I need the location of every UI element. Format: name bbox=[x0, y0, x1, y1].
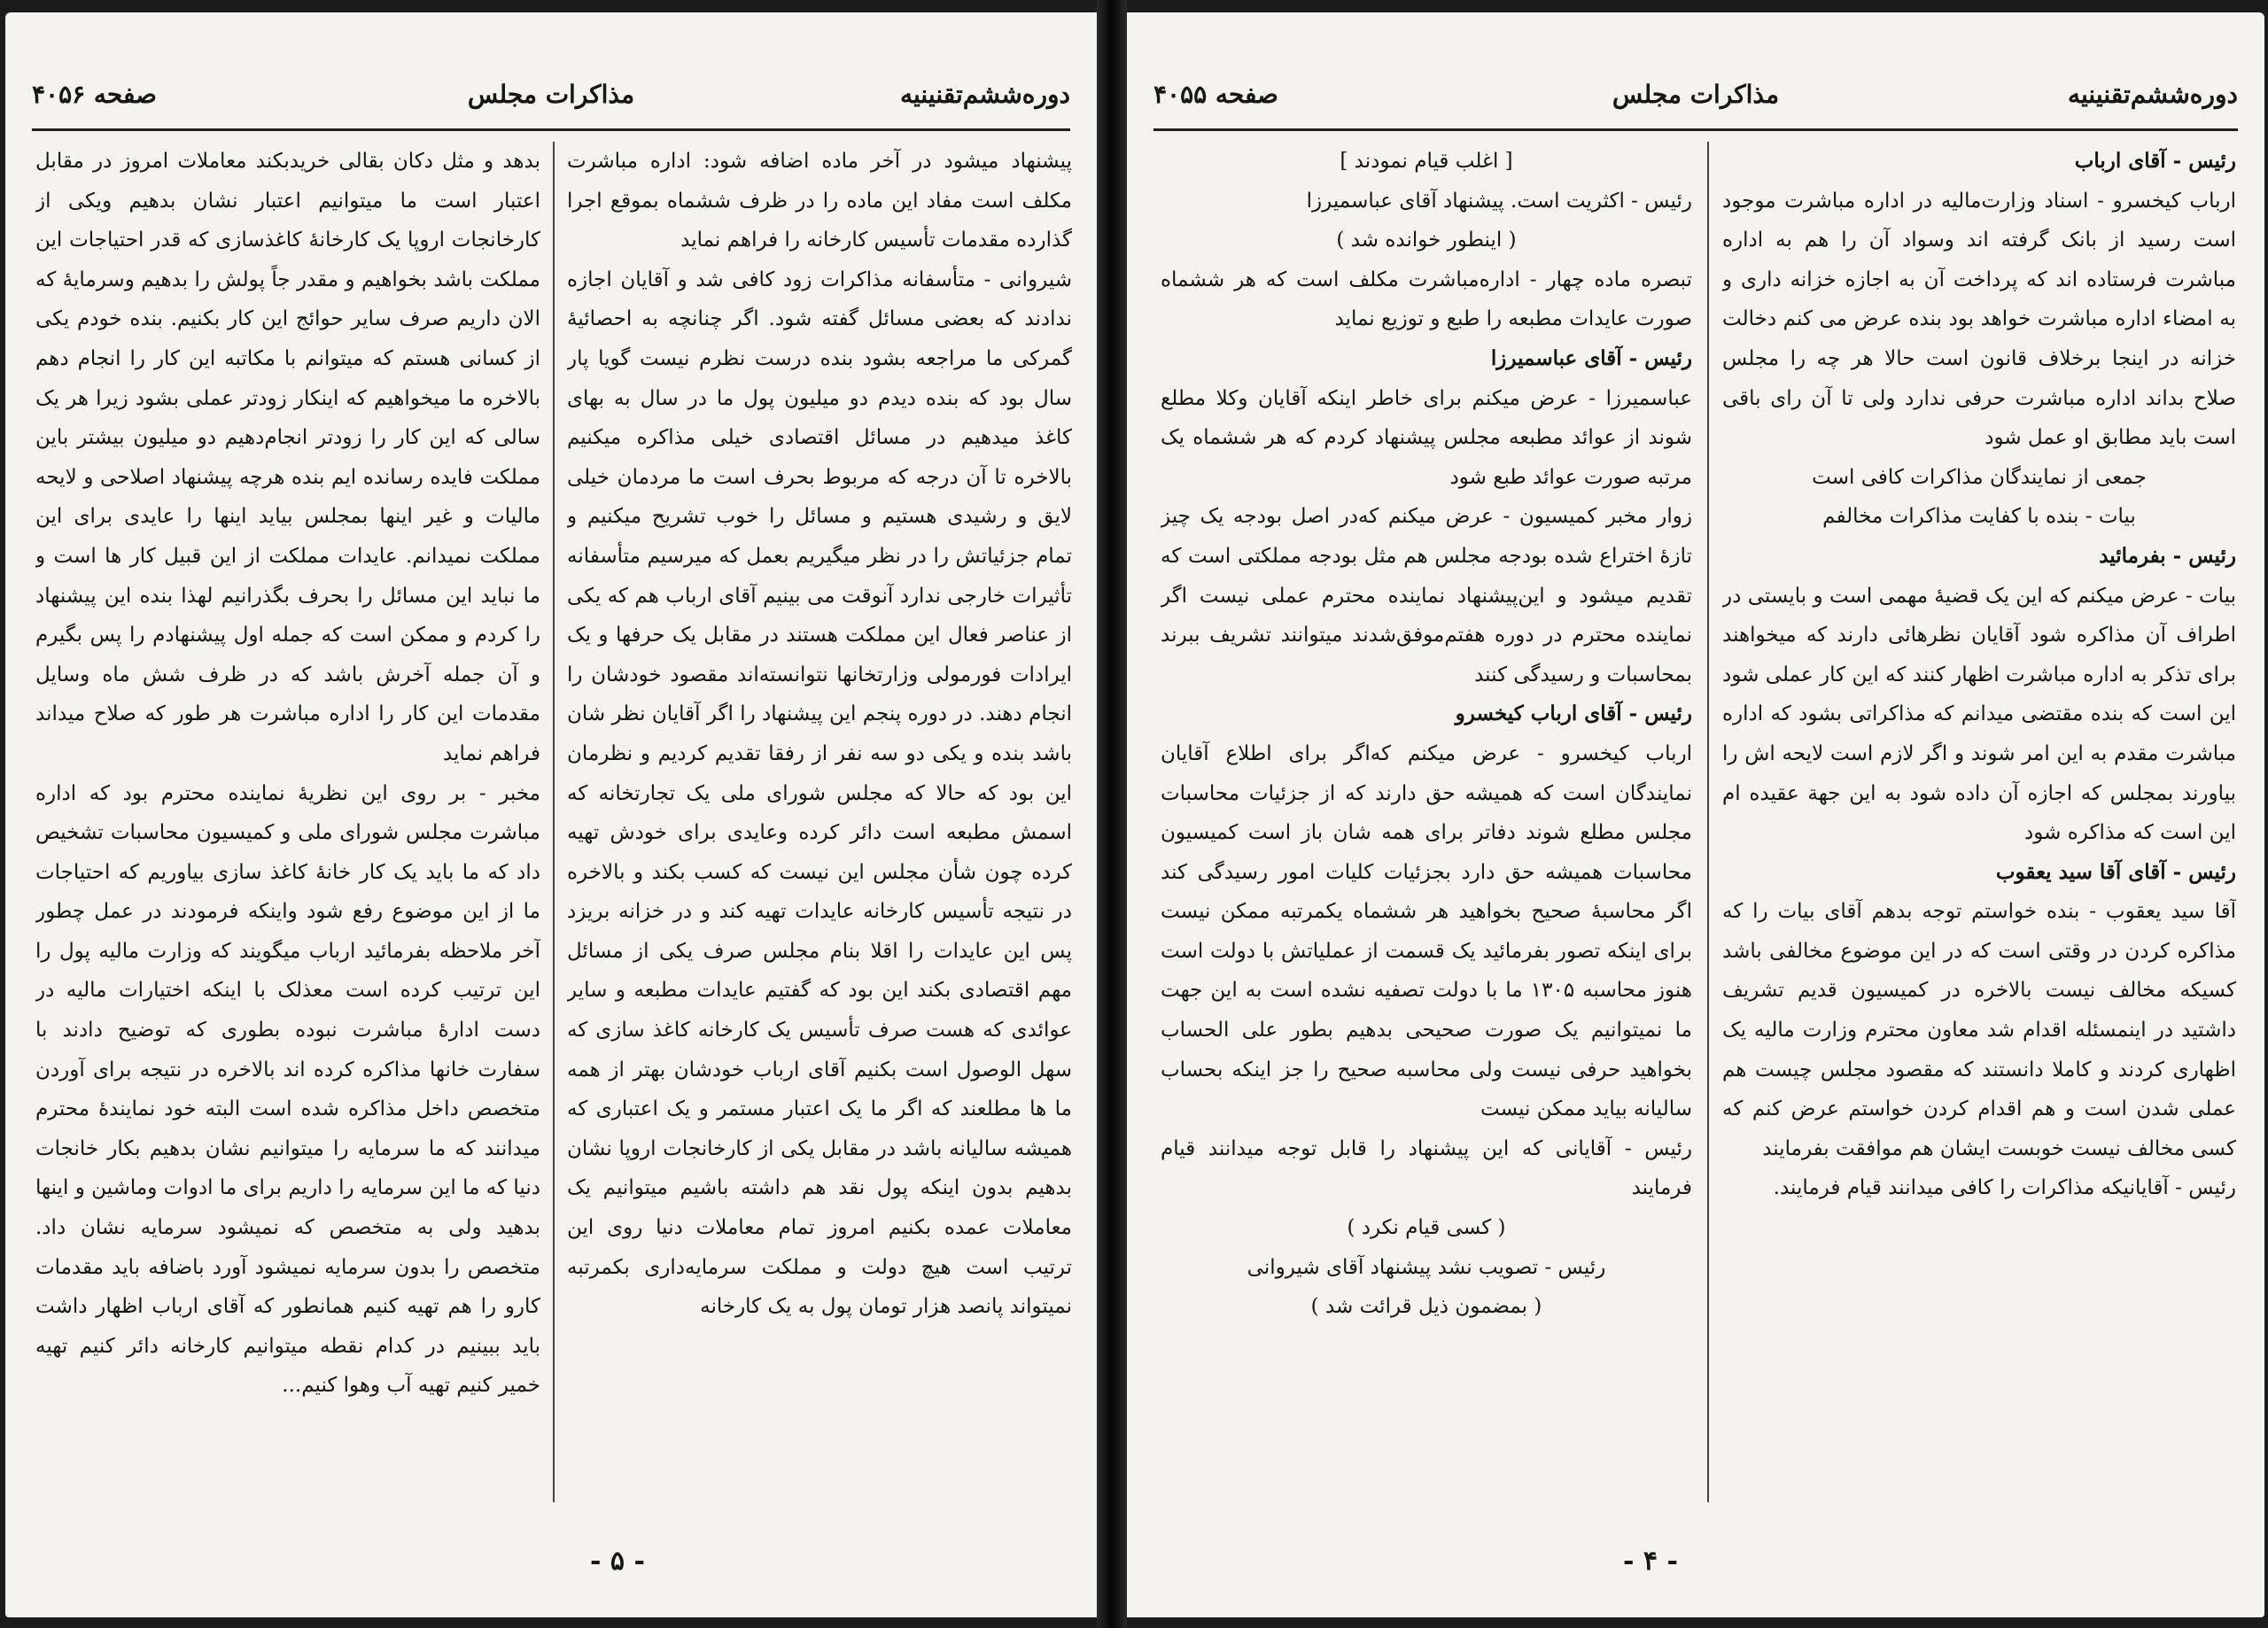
paragraph: بیات - عرض میکنم که این یک قضیهٔ مهمی است و بایستی در اطراف آن مذاکره شود آقایان نظرهائی دارند که میخواهند برای تذکر به اداره مباشرت اظهار کنند که این کار عملی شود این است که بنده مقتضی میدانم که مذاکراتی بشود که اداره مباشرت مقدم به این امر شوند و اگر لازم است لایحه اش را بیاورند بمجلس که اجازه آن داده شود به این جهة عقیده ام این است که مذاکره شود bbox=[1722, 584, 2236, 845]
paragraph: ارباب کیخسرو - عرض میکنم که‌اگر برای اطلاع آقایان نمایندگان است که همیشه حق دارند که از جزئیات محاسبات مجلس مطلع شوند دفاتر برای همه شان باز است کمیسیون محاسبات همیشه حق دارد بجزئیات کلیات امور رسیدگی کند اگر محاسبهٔ صحیح بخواهید هر ششماه یکمرتبه ممکن نیست برای اینکه تصور بفرمائید یک قسمت از عملیاتش با دولت است هنوز محاسبه ۱۳۰۵ ما با دولت تصفیه نشده است به این جهت ما نمیتوانیم یک صورت صحیحی بدهیم بطور علی الحساب بخواهید حرفی نیست ولی محاسبه صحیح را جز اینکه بحساب سالیانه بیاید ممکن نیست bbox=[1161, 741, 1692, 1121]
paragraph: ( اینطور خوانده شد ) bbox=[1336, 229, 1517, 252]
paragraph: زوار مخبر کمیسیون - عرض میکنم که‌در اصل بودجه یک چیز تازهٔ اختراع شده بودجه مجلس هم مثل بودجه مملکتی است که تقدیم میشود و این‌پیشنهاد نماینده محترم عملی نیست اگر نماینده محترم در دوره هفتم‌موفق‌شدند میتوانند تشریف ببرند بمحاسبات و رسیدگی کنند bbox=[1161, 505, 1692, 686]
paragraph: بیات - بنده با کفایت مذاکرات مخالفم bbox=[1822, 505, 2136, 529]
paragraph: [ اغلب قیام نمودند ] bbox=[1340, 150, 1513, 173]
paragraph: رئیس - آقای عباسمیرزا bbox=[1490, 345, 1692, 370]
paragraph: رئیس - آقایانی که این پیشنهاد را قابل توجه میدانند قیام فرمایند bbox=[1161, 1136, 1692, 1200]
paragraph: شیروانی - متأسفانه مذاکرات زود کافی شد و آقایان اجازه ندادند که بعضی مسائل گفته شود. اگر چنانچه به احصائیهٔ گمرکی ما مراجعه بشود بنده درست نظرم نیست گویا پار سال بود که بنده دیدم دو میلیون پول ما در سال به بهای کاغذ میدهیم در مسائل اقتصادی خیلی مذاکره میکنیم بالاخره تا آن درجه که مربوط بحرف است ما مردمان خیلی لایق و رشیدی هستیم و مسائل را خوب تشریح میکنیم و تمام جزئیاتش را در نظر میگیریم بعمل که میرسیم متأسفانه تأثیرات خارجی ندارد آنوقت می بینیم آقای ارباب هم که یکی از عناصر فعال این مملکت هستند در مقابل یک حرفها و یک ایرادات فورمولی وزارتخانها نتوانسته‌اند مقصود خودشان را انجام دهند. در دوره پنجم این پیشنهاد را اگر آقایان نظر شان باشد بنده و یکی دو سه نفر از رفقا تقدیم کردیم و نظرمان این بود که حالا که مجلس شورای ملی یک تجارتخانه که اسمش مطبعه است دائر کرده وعایدی برای خودش تهیه کرده چون شأن مجلس این نیست که کسب بکند و بالاخره در نتیجه تأسیس کارخانه عایدات تهیه کند و در خزانه بریزد پس این عایدات را اقلا بنام مجلس صرف یکی از مسائل مهم اقتصادی بکند این بود که گفتیم عایدات مطبعه و سایر عوائدی که هست صرف تأسیس یک کارخانه کاغذ سازی که سهل الوصول است بکنیم آقای ارباب خودشان بهتر از همه ما ها مطلعند که اگر ما یک اعتبار مستمر و یک اعتباری که همیشه سالیانه باشد در مقابل یکی از کارخانجات اروپا نشان بدهیم بدون اینکه پول نقد هم داشته باشیم میتوانیم یک معاملات عمده بکنیم امروز تمام معاملات دنیا روی این ترتیب است هیچ دولت و مملکت سرمایه‌داری بکمرتبه نمیتواند پانصد هزار تومان پول به یک کارخانه bbox=[567, 267, 1072, 1319]
header-rule bbox=[32, 128, 1070, 131]
column-divider bbox=[1707, 142, 1709, 1502]
paragraph: مخبر - بر روی این نظریهٔ نماینده محترم بود که اداره مباشرت مجلس شورای ملی و کمیسیون محاسبات تشخیص داد که ما باید یک کار خانهٔ کاغذ سازی بیاوریم که احتیاجات ما از این موضوع رفع شود واینکه فرمودند در عمل چطور آخر ملاحظه بفرمائید ارباب میگویند که وزارت مالیه پول را این ترتیب کرده است معذلک با اینکه اختیارات مالیه در دست ادارهٔ مباشرت نبوده بطوری که توضیح دادند با سفارت خانها مذاکره کرده اند بالاخره در نتیجه برای آوردن متخصص داخل مذاکره شده است البته خود نمایندهٔ محترم میدانند که ما سرمایه را میتوانیم نشان بدهیم بکار خانجات دنیا که ما این سرمایه را داریم برای ما ادوات وماشین و اینها بدهید ولی به متخصص که نمیشود سرمایه نشان داد. متخصص را بدون سرمایه نمیشود آورد باضافه باید مقدمات کارو را هم تهیه کنیم همانطور که آقای ارباب اظهار داشت باید ببینیم در کدام نقطه میتوانیم کارخانه دائر کنیم تهیه خمیر کنیم تهیه آب وهوا کنیم... bbox=[35, 781, 540, 1398]
left-page bbox=[5, 12, 1097, 1617]
paragraph: ( کسی قیام نکرد ) bbox=[1347, 1216, 1506, 1240]
publication-title: مذاکرات مجلس bbox=[467, 80, 635, 109]
page-number: - ۴ - bbox=[1623, 1546, 1678, 1577]
paragraph: ارباب کیخسرو - اسناد وزارت‌مالیه در اداره مباشرت موجود است رسید از بانک گرفته اند وسواد آن را هم به اداره مباشرت فرستاده اند که پرداخت آن به اجازه خزانه داری و به امضاء اداره مباشرت خواهد بود بنده عرض می کنم دخالت خزانه در اینجا برخلاف قانون است حالا هر چه را مجلس صلاح بداند اداره مباشرت حرفی ندارد ولی تا آن رای باقی است باید مطابق او عمل شود bbox=[1722, 189, 2236, 450]
paragraph: جمعی از نمایندگان مذاکرات کافی است bbox=[1812, 465, 2147, 489]
text-column-first bbox=[1722, 142, 2236, 1511]
paragraph: آقا سید یعقوب - بنده خواستم توجه بدهم آقای بیات را که مذاکره کردن در وقتی است که در این موضوع مخالفی باشد کسیکه مخالف نیست بالاخره در کمیسیون قدیم تشریف داشتید در اینمسئله اقدام شد معاون محترم وزارت مالیه یک اظهاری کردند و کاملا دانستند که مقصود مجلس چیست هم عملی شدن است و هم اقدام کردن خواستم عرض کنم که کسی مخالف نیست خوبست ایشان هم موافقت بفرمایند bbox=[1722, 900, 2236, 1160]
publication-title: مذاکرات مجلس bbox=[1612, 80, 1780, 109]
right-page bbox=[1127, 12, 2264, 1617]
book-spine bbox=[1097, 0, 1127, 1628]
right-page-header bbox=[1153, 73, 2238, 131]
session-label: دوره‌ششم‌تقنینیه bbox=[2067, 80, 2238, 109]
paragraph: رئیس - آقای آقا سید یعقوب bbox=[1995, 859, 2236, 884]
header-rule bbox=[1153, 128, 2238, 131]
paragraph: رئیس - تصویب نشد پیشنهاد آقای شیروانی bbox=[1247, 1255, 1606, 1279]
paragraph: رئیس - بفرمائید bbox=[2099, 543, 2236, 568]
paragraph: رئیس - آقای ارباب کیخسرو bbox=[1455, 702, 1692, 726]
page-label: صفحه ۴۰۵۵ bbox=[1153, 80, 1278, 109]
page-number: - ۵ - bbox=[590, 1546, 645, 1577]
paragraph: رئیس - آقایانیکه مذاکرات را کافی میدانند قیام فرمایند. bbox=[1773, 1176, 2236, 1200]
paragraph: ( بمضمون ذیل قرائت شد ) bbox=[1310, 1295, 1542, 1319]
page-label: صفحه ۴۰۵۶ bbox=[32, 80, 157, 109]
paragraph: رئیس - اکثریت است. پیشنهاد آقای عباسمیرزا bbox=[1306, 189, 1692, 213]
paragraph: تبصره ماده چهار - اداره‌مباشرت مکلف است که هر ششماه صورت عایدات مطبعه را طبع و توزیع نماید bbox=[1161, 267, 1692, 331]
text-column-second bbox=[35, 142, 540, 1511]
paragraph: پیشنهاد میشود در آخر ماده اضافه شود: اداره مباشرت مکلف است مفاد این ماده را در ظرف ششماه بموقع اجرا گذارده مقدمات تأسیس کارخانه را فراهم نماید bbox=[567, 150, 1072, 252]
paragraph: عباسمیرزا - عرض میکنم برای خاطر اینکه آقایان وکلا مطلع شوند از عوائد مطبعه مجلس پیشنهاد کردم که هر ششماه یک مرتبه صورت عوائد طبع شود bbox=[1161, 386, 1692, 489]
session-label: دوره‌ششم‌تقنینیه bbox=[899, 80, 1070, 109]
text-column-second bbox=[1161, 142, 1692, 1511]
paragraph: رئیس - آقای ارباب bbox=[2074, 149, 2236, 173]
left-page-header bbox=[32, 73, 1070, 131]
column-divider bbox=[553, 142, 555, 1502]
paragraph: بدهد و مثل دکان بقالی خریدبکند معاملات امروز در مقابل اعتبار است ما میتوانیم اعتبار نشان بدهیم ویکی از کارخانجات اروپا یک کارخانهٔ کاغذسازی که قدر احتیاجات این مملکت باشد بخواهیم و مقدر جاً پولش را بدهیم وسرمایهٔ که الان داریم صرف سایر حوائج این کار بکنیم. بنده خودم یکی از کسانی هستم که میتوانم با مکاتبه این کار را انجام دهم بالاخره ما میخواهیم که اینکار زودتر عملی بشود زیرا هر یک سالی که این کار را زودتر انجام‌دهیم دو میلیون بیشتر باین مملکت فایده رسانده ایم بنده هرچه پیشنهاد اصلاحی و لایحه مالیات و غیر اینها بمجلس بیاید اینها را عایدی برای این مملکت نمیدانم. عایدات مملکت از این قبیل کار ها است و ما نباید این مسائل را بحرف بگذرانیم لهذا بنده این پیشنهاد را کردم و ممکن است که جمله اول پیشنهادم را پس بگیرم و آن جمله آخرش باشد که در ظرف شش ماه وسایل مقدمات این کار را اداره مباشرت هر طور که صلاح میداند فراهم نماید bbox=[35, 150, 540, 765]
text-column-first bbox=[567, 142, 1072, 1511]
